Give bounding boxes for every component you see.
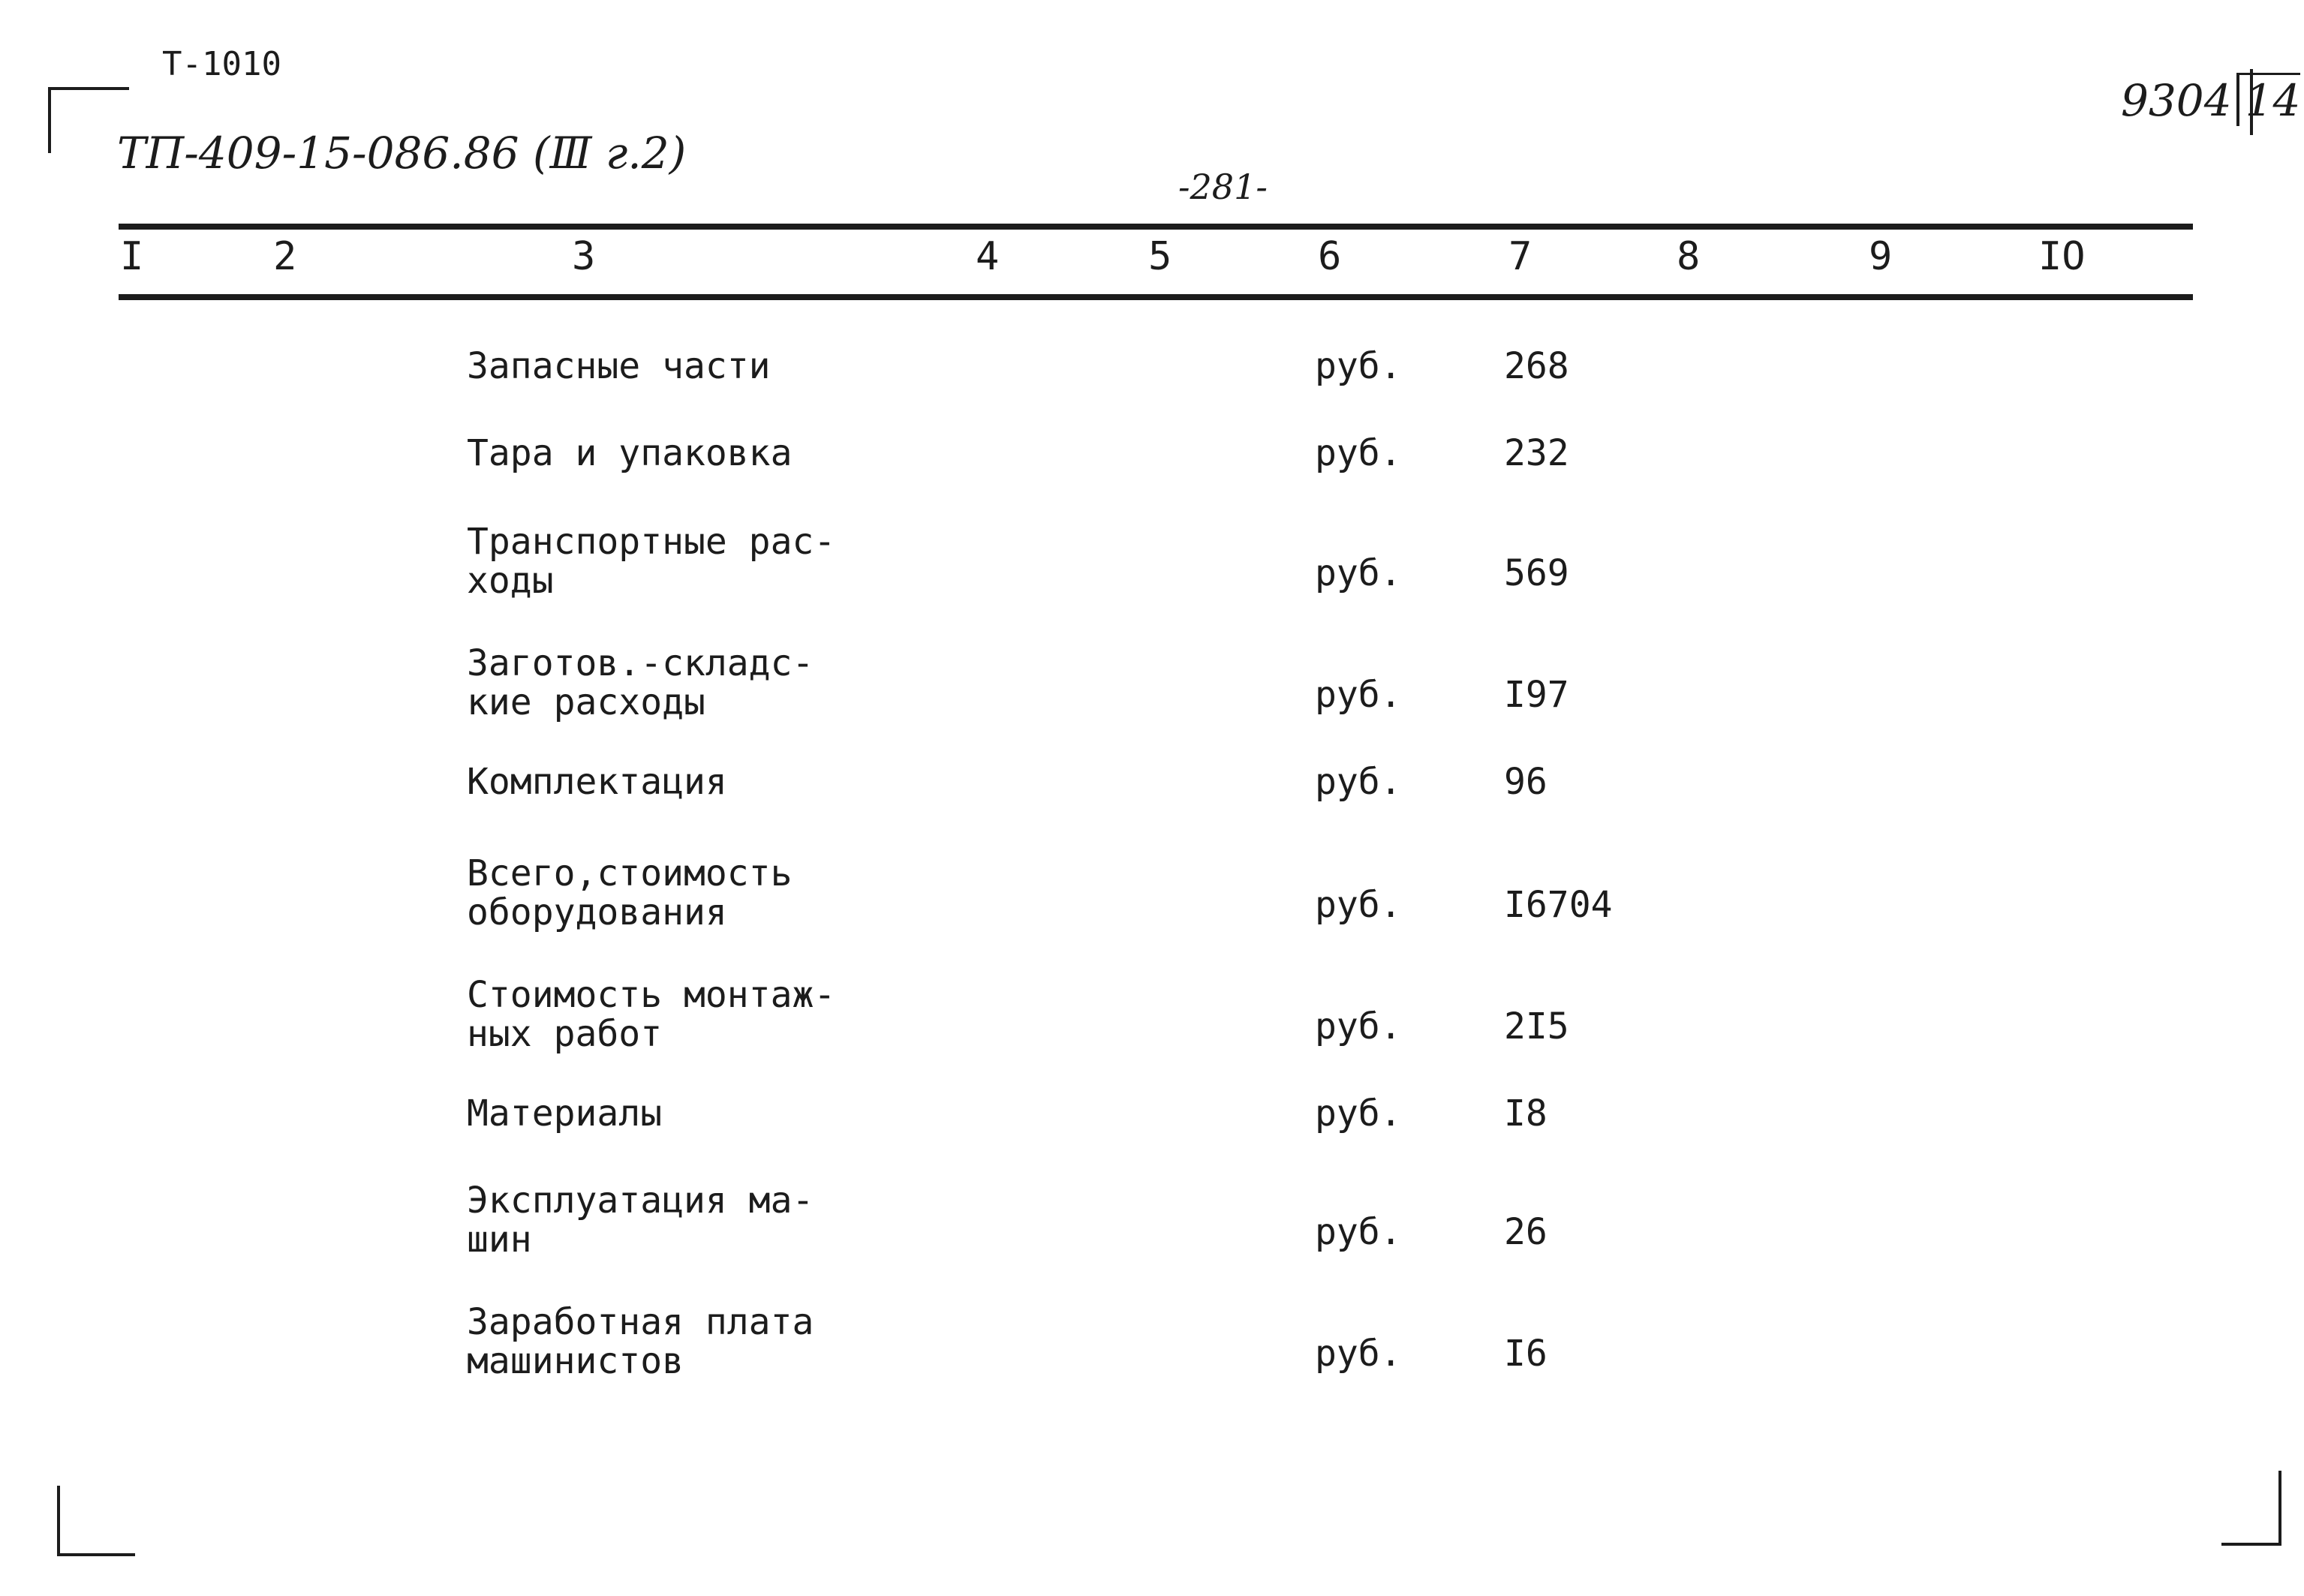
row-value: 2I5	[1504, 1005, 1569, 1047]
column-header-8: 8	[1677, 234, 1701, 279]
row-value: I97	[1504, 674, 1569, 716]
row-value: I6704	[1504, 884, 1613, 926]
column-header-4: 4	[976, 234, 1000, 279]
column-header-3: 3	[572, 234, 596, 279]
row-name: Материалы	[467, 1093, 663, 1135]
column-header-10: IO	[2038, 234, 2086, 279]
column-header-9: 9	[1869, 234, 1893, 279]
row-name: Всего,стоимость оборудования	[467, 852, 793, 933]
table-rule-top	[119, 224, 2193, 230]
column-header-2: 2	[273, 234, 297, 279]
column-header-6: 6	[1318, 234, 1342, 279]
document-title: ТП-409-15-086.86 (Ⅲ г.2)	[117, 128, 687, 179]
row-value: 268	[1504, 345, 1569, 387]
row-unit: руб.	[1315, 884, 1402, 926]
row-unit: руб.	[1315, 345, 1402, 387]
row-name: Эксплуатация ма- шин	[467, 1180, 814, 1261]
row-value: 26	[1504, 1211, 1548, 1253]
row-unit: руб.	[1315, 674, 1402, 716]
row-unit: руб.	[1315, 432, 1402, 474]
page-number: -281-	[1178, 167, 1268, 207]
row-unit: руб.	[1315, 1093, 1402, 1135]
corner-mark-bottom-left	[57, 1486, 135, 1556]
row-unit: руб.	[1315, 761, 1402, 803]
sheet-number: 14	[2236, 73, 2301, 126]
row-value: 569	[1504, 552, 1569, 594]
row-value: I6	[1504, 1333, 1548, 1375]
document-code-top: Т-1010	[162, 45, 281, 83]
row-name: Заготов.-складс- кие расходы	[467, 642, 814, 723]
column-header-5: 5	[1148, 234, 1172, 279]
corner-mark-bottom-right	[2221, 1471, 2281, 1546]
row-name: Тара и упаковка	[467, 432, 793, 474]
row-unit: руб.	[1315, 1005, 1402, 1047]
column-header-7: 7	[1508, 234, 1532, 279]
row-name: Транспортные рас- ходы	[467, 521, 836, 602]
table-rule-bottom	[119, 294, 2193, 300]
column-header-1: I	[120, 234, 144, 279]
row-value: I8	[1504, 1093, 1548, 1135]
row-name: Заработная плата машинистов	[467, 1301, 814, 1382]
archive-stamp	[2121, 75, 2300, 126]
row-unit: руб.	[1315, 552, 1402, 594]
row-name: Комплектация	[467, 761, 727, 803]
row-name: Запасные части	[467, 345, 771, 387]
row-value: 232	[1504, 432, 1569, 474]
archive-number: 9304	[2121, 75, 2232, 126]
row-unit: руб.	[1315, 1211, 1402, 1253]
row-unit: руб.	[1315, 1333, 1402, 1375]
row-value: 96	[1504, 761, 1548, 803]
row-name: Стоимость монтаж- ных работ	[467, 974, 836, 1055]
